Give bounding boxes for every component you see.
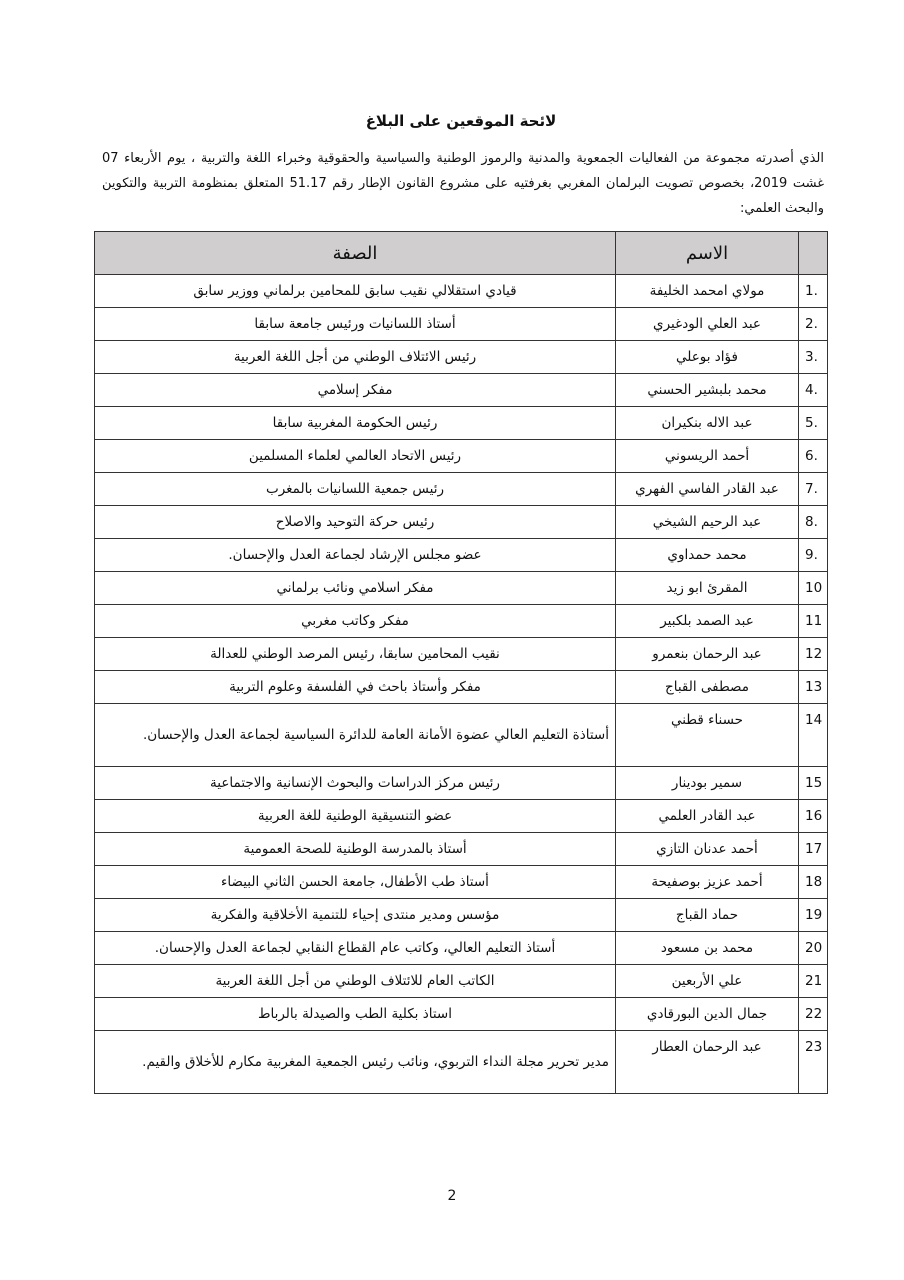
signatory-role: مفكر وكاتب مغربي xyxy=(95,605,616,638)
row-number: 5. xyxy=(799,407,828,440)
signatory-role: رئيس حركة التوحيد والاصلاح xyxy=(95,506,616,539)
table-row xyxy=(95,800,828,833)
row-number: 14 xyxy=(799,704,828,767)
row-number: 4. xyxy=(799,374,828,407)
row-number: 21 xyxy=(799,965,828,998)
signatory-role: أستاذ طب الأطفال، جامعة الحسن الثاني البيضاء xyxy=(95,866,616,899)
table-row xyxy=(95,440,828,473)
table-row xyxy=(95,833,828,866)
signatory-name: حسناء قطني xyxy=(616,704,799,767)
signatory-name: عبد القادر الفاسي الفهري xyxy=(616,473,799,506)
signatory-role: أستاذ التعليم العالي، وكاتب عام القطاع النقابي لجماعة العدل والإحسان. xyxy=(95,932,616,965)
signatory-name: حماد القباج xyxy=(616,899,799,932)
table-row xyxy=(95,671,828,704)
row-number: 1. xyxy=(799,275,828,308)
row-number: 7. xyxy=(799,473,828,506)
signatory-role: قيادي استقلالي نقيب سابق للمحامين برلماني ووزير سابق xyxy=(95,275,616,308)
signatory-name: عبد القادر العلمي xyxy=(616,800,799,833)
signatory-role: رئيس الاتحاد العالمي لعلماء المسلمين xyxy=(95,440,616,473)
row-number: 19 xyxy=(799,899,828,932)
row-number: 13 xyxy=(799,671,828,704)
table-row xyxy=(95,998,828,1031)
row-number: 9. xyxy=(799,539,828,572)
signatory-name: محمد بن مسعود xyxy=(616,932,799,965)
signatory-role: استاذ بكلية الطب والصيدلة بالرباط xyxy=(95,998,616,1031)
table-row xyxy=(95,407,828,440)
table-row xyxy=(95,965,828,998)
signatory-role: أستاذة التعليم العالي عضوة الأمانة العامة للدائرة السياسية لجماعة العدل والإحسان. xyxy=(95,704,616,767)
signatory-name: أحمد عدنان التازي xyxy=(616,833,799,866)
signatory-name: علي الأربعين xyxy=(616,965,799,998)
row-number: 8. xyxy=(799,506,828,539)
table-row xyxy=(95,572,828,605)
signatory-role: الكاتب العام للائتلاف الوطني من أجل اللغة العربية xyxy=(95,965,616,998)
signatory-name: عبد الصمد بلكبير xyxy=(616,605,799,638)
document-title: لائحة الموقعين على البلاغ xyxy=(365,112,557,130)
signatories-table xyxy=(94,231,828,1094)
signatory-name: عبد العلي الودغيري xyxy=(616,308,799,341)
row-number: 6. xyxy=(799,440,828,473)
signatory-name: أحمد الريسوني xyxy=(616,440,799,473)
signatory-name: محمد حمداوي xyxy=(616,539,799,572)
row-number: 16 xyxy=(799,800,828,833)
signatory-name: عبد الرحمان بنعمرو xyxy=(616,638,799,671)
row-number: 11 xyxy=(799,605,828,638)
signatory-name: عبد الاله بنكيران xyxy=(616,407,799,440)
table-row xyxy=(95,374,828,407)
table-header-row xyxy=(95,232,828,275)
table-row xyxy=(95,308,828,341)
table-row xyxy=(95,932,828,965)
row-number: 17 xyxy=(799,833,828,866)
intro-paragraph: الذي أصدرته مجموعة من الفعاليات الجمعوية والمدنية والرموز الوطنية والسياسية والحقوقية وخبراء اللغة والتربية ، يوم الأربعاء 07 غشت 2019، بخصوص تصويت البرلمان المغربي بغرفتيه على مشروع القانون الإطار رقم 51.17 المتعلق بمنظومة التربية والتكوين والبحث العلمي: xyxy=(102,151,825,216)
table-row xyxy=(95,866,828,899)
signatory-name: المقرئ ابو زيد xyxy=(616,572,799,605)
table-row xyxy=(95,638,828,671)
page-number: 2 xyxy=(447,1188,457,1204)
signatory-name: عبد الرحيم الشيخي xyxy=(616,506,799,539)
row-number: 3. xyxy=(799,341,828,374)
signatory-name: مصطفى القباج xyxy=(616,671,799,704)
signatory-name: أحمد عزيز بوصفيحة xyxy=(616,866,799,899)
table-row xyxy=(95,473,828,506)
signatory-name: فؤاد بوعلي xyxy=(616,341,799,374)
table-row xyxy=(95,704,828,767)
signatory-role: عضو مجلس الإرشاد لجماعة العدل والإحسان. xyxy=(95,539,616,572)
header-role: الصفة xyxy=(95,232,616,275)
row-number: 15 xyxy=(799,767,828,800)
table-row xyxy=(95,1031,828,1094)
signatory-name: عبد الرحمان العطار xyxy=(616,1031,799,1094)
row-number: 18 xyxy=(799,866,828,899)
signatory-role: مؤسس ومدير منتدى إحياء للتنمية الأخلاقية والفكرية xyxy=(95,899,616,932)
signatory-role: نقيب المحامين سابقا، رئيس المرصد الوطني للعدالة xyxy=(95,638,616,671)
signatory-role: رئيس الائتلاف الوطني من أجل اللغة العربية xyxy=(95,341,616,374)
signatory-role: رئيس مركز الدراسات والبحوث الإنسانية والاجتماعية xyxy=(95,767,616,800)
signatory-name: مولاي امحمد الخليفة xyxy=(616,275,799,308)
signatory-name: جمال الدين البورقادي xyxy=(616,998,799,1031)
signatory-role: مفكر إسلامي xyxy=(95,374,616,407)
signatory-role: مفكر وأستاذ باحث في الفلسفة وعلوم التربية xyxy=(95,671,616,704)
row-number: 20 xyxy=(799,932,828,965)
signatory-role: مفكر اسلامي ونائب برلماني xyxy=(95,572,616,605)
signatory-role: عضو التنسيقية الوطنية للغة العربية xyxy=(95,800,616,833)
table-row xyxy=(95,605,828,638)
signatory-name: محمد بلبشير الحسني xyxy=(616,374,799,407)
header-name: الاسم xyxy=(616,232,799,275)
signatory-role: رئيس جمعية اللسانيات بالمغرب xyxy=(95,473,616,506)
row-number: 10 xyxy=(799,572,828,605)
row-number: 12 xyxy=(799,638,828,671)
row-number: 23 xyxy=(799,1031,828,1094)
signatory-role: رئيس الحكومة المغربية سابقا xyxy=(95,407,616,440)
table-row xyxy=(95,506,828,539)
table-row xyxy=(95,767,828,800)
signatory-role: أستاذ بالمدرسة الوطنية للصحة العمومية xyxy=(95,833,616,866)
signatory-name: سمير بودينار xyxy=(616,767,799,800)
table-row xyxy=(95,899,828,932)
row-number: 2. xyxy=(799,308,828,341)
signatory-role: أستاذ اللسانيات ورئيس جامعة سابقا xyxy=(95,308,616,341)
row-number: 22 xyxy=(799,998,828,1031)
header-number xyxy=(799,232,828,275)
signatory-role: مدير تحرير مجلة النداء التربوي، ونائب رئيس الجمعية المغربية مكارم للأخلاق والقيم. xyxy=(95,1031,616,1094)
table-row xyxy=(95,275,828,308)
table-row xyxy=(95,341,828,374)
table-row xyxy=(95,539,828,572)
